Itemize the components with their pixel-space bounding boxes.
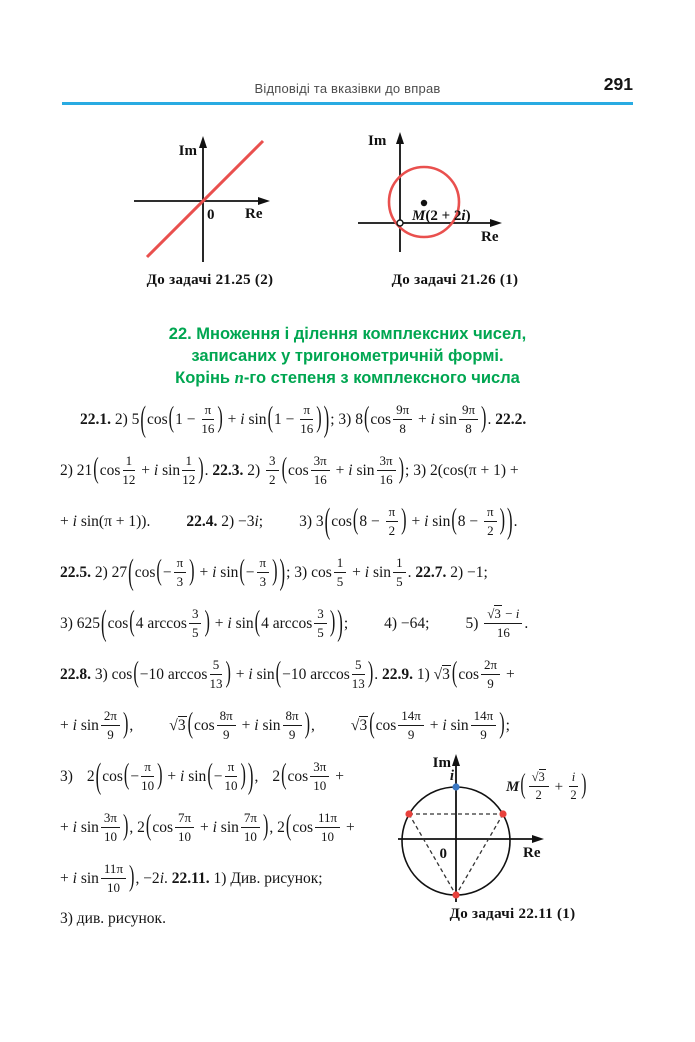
point-m <box>421 200 427 206</box>
answer-line: 22.8. 3) cos(−10 arccos $\frac{5}{13}$ ) + i sin(−10 arccos $\frac{5}{13}$ ). 22.9. 1) √3 (cos $\frac{2\pi}{9}$ + <box>60 656 515 691</box>
figure-21-25 <box>120 130 300 275</box>
heading-line-1: 22. Множення і ділення комплексних чисел, <box>168 325 527 343</box>
im-label: Im <box>368 133 387 149</box>
answer-line: 22.1. 2) 5(cos(1 − $\frac{\pi}{16}$ ) + i sin(1 − $\frac{\pi}{16}$ ) ); 3) 8(cos $\frac{9\pi}{8}$ + i sin $\frac{9\pi}{8}$ ). 22.2. <box>80 398 527 439</box>
figure-caption: До задачі 21.25 (2) <box>146 272 274 288</box>
im-axis-arrow-icon <box>199 136 207 148</box>
figure-caption: До задачі 21.26 (1) <box>391 272 519 288</box>
answer-line: + i sin(π + 1)). 22.4. 2) −3i; 3) 3(cos(8 − $\frac{\pi}{2}$ ) + i sin(8 − $\frac{\pi}{2}$ ) ). <box>60 500 518 541</box>
dashed-chord <box>409 814 456 895</box>
im-axis-arrow-icon <box>452 754 460 766</box>
complex-plane-diagram <box>350 128 520 260</box>
variable-n: n <box>234 368 244 387</box>
i-label: i <box>449 768 454 784</box>
heading-line-2: записаних у тригонометричній формі. <box>191 347 504 365</box>
answer-line: 3) 2(cos(− $\frac{\pi}{10}$ ) + i sin(− $\frac{\pi}{10}$ ) ), 2(cos $\frac{3\pi}{10}$ + <box>60 755 344 796</box>
re-axis-arrow-icon <box>490 219 502 227</box>
im-label: Im <box>432 755 451 771</box>
section-heading <box>62 323 633 389</box>
page-number: 291 <box>603 74 633 94</box>
answer-line: 3) див. рисунок. <box>60 910 166 927</box>
answer-line: + i sin $\frac{2\pi}{9}$ ), √3 (cos $\frac{8\pi}{9}$ + i sin $\frac{8\pi}{9}$ ), √3 (cos $\frac{14\pi}{9}$ + i sin $\frac{14\pi}{9}$ ); <box>60 707 510 742</box>
locus-line <box>147 141 263 257</box>
root-point <box>405 810 412 817</box>
re-axis-arrow-icon <box>258 197 270 205</box>
answer-line: + i sin $\frac{11\pi}{10}$ ), −2i. 22.11. 1) Див. рисунок; <box>60 860 323 895</box>
re-axis-arrow-icon <box>532 835 544 843</box>
root-point <box>499 810 506 817</box>
re-label: Re <box>481 229 499 245</box>
origin-label: 0 <box>207 207 215 223</box>
complex-plane-diagram <box>120 130 300 270</box>
answer-line: 22.5. 2) 27(cos(− $\frac{\pi}{3}$ ) + i sin(− $\frac{\pi}{3}$ ) ); 3) cos $\frac{1}{5}$ + i sin $\frac{1}{5}$ . 22.7. 2) −1; <box>60 551 488 592</box>
answer-line: + i sin $\frac{3\pi}{10}$ ), 2(cos $\frac{7\pi}{10}$ + i sin $\frac{7\pi}{10}$ ), 2(cos $\frac{11\pi}{10}$ + <box>60 809 355 844</box>
im-axis-arrow-icon <box>396 132 404 144</box>
figure-21-26 <box>350 128 520 265</box>
root-point <box>452 891 459 898</box>
origin-point <box>397 220 403 226</box>
origin-label: 0 <box>439 846 447 862</box>
answer-line: 2) 21(cos $\frac{1}{12}$ + i sin $\frac{1}{12}$ ). 22.3. 2) $\frac{3}{2}$ (cos $\frac{3\pi}{16}$ + i sin $\frac{3\pi}{16}$ ); 3) 2(cos(π + 1) + <box>60 452 519 487</box>
answer-line: 3) 625(cos(4 arccos $\frac{3}{5}$ ) + i sin(4 arccos $\frac{3}{5}$ ) ); 4) −64; 5) $\frac{√3 - i}{16}$ . <box>60 602 529 643</box>
point-m-label: M( $\frac{√3}{2}$ + $\frac{i}{2}$ ) <box>506 769 587 803</box>
im-label: Im <box>178 143 197 159</box>
re-label: Re <box>245 206 263 222</box>
re-label: Re <box>523 845 541 861</box>
dashed-chord <box>456 814 503 895</box>
figure-caption: До задачі 22.11 (1) <box>449 906 576 922</box>
point-m-label: M(2 + 2i) <box>412 208 471 224</box>
header-rule <box>62 102 633 105</box>
running-header: Відповіді та вказівки до вправ <box>254 81 441 96</box>
heading-line-3: Корінь n-го степеня з комплексного числа <box>175 368 520 387</box>
